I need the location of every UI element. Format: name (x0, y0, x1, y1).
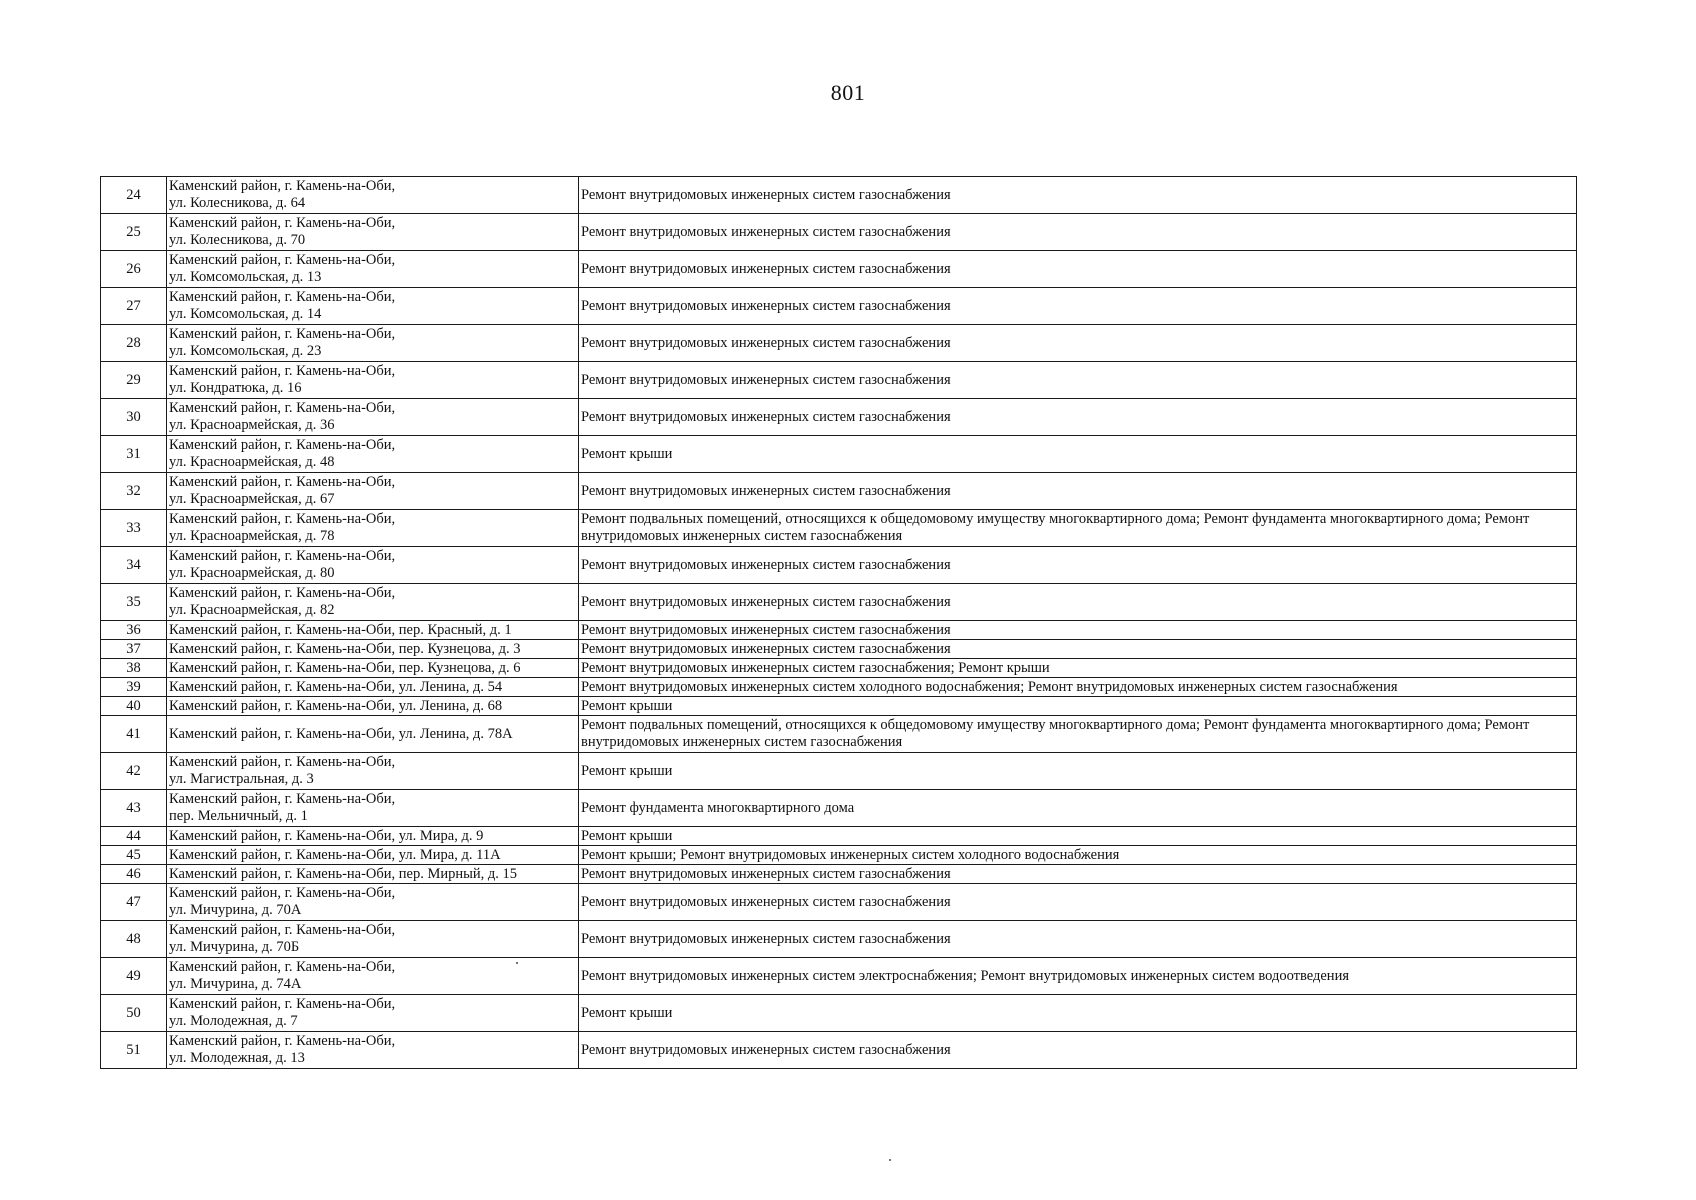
row-works: Ремонт крыши (579, 995, 1577, 1032)
row-address: Каменский район, г. Камень-на-Оби, ул. Красноармейская, д. 78 (167, 510, 579, 547)
row-address: Каменский район, г. Камень-на-Оби, ул. Кондратюка, д. 16 (167, 362, 579, 399)
row-works: Ремонт крыши (579, 436, 1577, 473)
table-row (101, 659, 1577, 678)
row-works: Ремонт внутридомовых инженерных систем газоснабжения (579, 399, 1577, 436)
table-row (101, 884, 1577, 921)
table-row (101, 827, 1577, 846)
row-address: Каменский район, г. Камень-на-Оби, ул. Ленина, д. 54 (167, 678, 579, 697)
row-number: 27 (101, 288, 167, 325)
row-number: 39 (101, 678, 167, 697)
row-number: 28 (101, 325, 167, 362)
table-row (101, 790, 1577, 827)
row-address: Каменский район, г. Камень-на-Оби, ул. Мира, д. 9 (167, 827, 579, 846)
row-address: Каменский район, г. Камень-на-Оби, ул. Комсомольская, д. 13 (167, 251, 579, 288)
table-row (101, 214, 1577, 251)
table-row (101, 362, 1577, 399)
row-works: Ремонт крыши (579, 697, 1577, 716)
row-number: 50 (101, 995, 167, 1032)
row-number: 34 (101, 547, 167, 584)
row-works: Ремонт крыши (579, 827, 1577, 846)
scan-speck (889, 1159, 891, 1161)
row-number: 32 (101, 473, 167, 510)
row-number: 44 (101, 827, 167, 846)
table-row (101, 177, 1577, 214)
row-number: 30 (101, 399, 167, 436)
table-row (101, 753, 1577, 790)
row-number: 33 (101, 510, 167, 547)
row-number: 37 (101, 640, 167, 659)
row-address: Каменский район, г. Камень-на-Оби, ул. Комсомольская, д. 23 (167, 325, 579, 362)
registry-table (100, 176, 1577, 1069)
table-row (101, 510, 1577, 547)
row-works: Ремонт внутридомовых инженерных систем газоснабжения (579, 1032, 1577, 1069)
row-works: Ремонт подвальных помещений, относящихся к общедомовому имуществу многоквартирного дома; Ремонт фундамента многоквартирного дома; Ремонт внутридомовых инженерных систем газоснабжения (579, 716, 1577, 753)
row-number: 26 (101, 251, 167, 288)
row-works: Ремонт внутридомовых инженерных систем газоснабжения (579, 621, 1577, 640)
row-works: Ремонт внутридомовых инженерных систем газоснабжения (579, 362, 1577, 399)
row-works: Ремонт внутридомовых инженерных систем газоснабжения (579, 547, 1577, 584)
scan-speck (516, 962, 518, 964)
row-number: 31 (101, 436, 167, 473)
row-number: 51 (101, 1032, 167, 1069)
table-row (101, 697, 1577, 716)
row-number: 40 (101, 697, 167, 716)
row-number: 47 (101, 884, 167, 921)
row-number: 29 (101, 362, 167, 399)
table-row (101, 716, 1577, 753)
table-row (101, 547, 1577, 584)
row-address: Каменский район, г. Камень-на-Оби, пер. Кузнецова, д. 3 (167, 640, 579, 659)
row-address: Каменский район, г. Камень-на-Оби, ул. Комсомольская, д. 14 (167, 288, 579, 325)
row-number: 43 (101, 790, 167, 827)
row-works: Ремонт крыши; Ремонт внутридомовых инженерных систем холодного водоснабжения (579, 846, 1577, 865)
row-works: Ремонт внутридомовых инженерных систем холодного водоснабжения; Ремонт внутридомовых инженерных систем газоснабжения (579, 678, 1577, 697)
row-works: Ремонт внутридомовых инженерных систем газоснабжения; Ремонт крыши (579, 659, 1577, 678)
row-works: Ремонт внутридомовых инженерных систем газоснабжения (579, 177, 1577, 214)
row-works: Ремонт крыши (579, 753, 1577, 790)
row-number: 36 (101, 621, 167, 640)
page-number: 801 (830, 80, 866, 105)
row-address: Каменский район, г. Камень-на-Оби, ул. Мичурина, д. 70Б (167, 921, 579, 958)
table-row (101, 621, 1577, 640)
row-address: Каменский район, г. Камень-на-Оби, ул. Красноармейская, д. 67 (167, 473, 579, 510)
table-row (101, 958, 1577, 995)
row-address: Каменский район, г. Камень-на-Оби, пер. Красный, д. 1 (167, 621, 579, 640)
row-address: Каменский район, г. Камень-на-Оби, ул. Ленина, д. 68 (167, 697, 579, 716)
table-row (101, 640, 1577, 659)
row-address: Каменский район, г. Камень-на-Оби, ул. Ленина, д. 78А (167, 716, 579, 753)
row-address: Каменский район, г. Камень-на-Оби, ул. Молодежная, д. 13 (167, 1032, 579, 1069)
row-number: 42 (101, 753, 167, 790)
table-row (101, 251, 1577, 288)
row-address: Каменский район, г. Камень-на-Оби, пер. Мирный, д. 15 (167, 865, 579, 884)
table-row (101, 846, 1577, 865)
table-row (101, 921, 1577, 958)
row-address: Каменский район, г. Камень-на-Оби, ул. Красноармейская, д. 36 (167, 399, 579, 436)
table-row (101, 325, 1577, 362)
row-address: Каменский район, г. Камень-на-Оби, ул. Красноармейская, д. 82 (167, 584, 579, 621)
row-works: Ремонт фундамента многоквартирного дома (579, 790, 1577, 827)
row-works: Ремонт подвальных помещений, относящихся к общедомовому имуществу многоквартирного дома; Ремонт фундамента многоквартирного дома; Ремонт внутридомовых инженерных систем газоснабжения (579, 510, 1577, 547)
row-works: Ремонт внутридомовых инженерных систем электроснабжения; Ремонт внутридомовых инженерных систем водоотведения (579, 958, 1577, 995)
row-works: Ремонт внутридомовых инженерных систем газоснабжения (579, 473, 1577, 510)
row-number: 45 (101, 846, 167, 865)
row-works: Ремонт внутридомовых инженерных систем газоснабжения (579, 640, 1577, 659)
table-row (101, 678, 1577, 697)
row-number: 24 (101, 177, 167, 214)
table-row (101, 584, 1577, 621)
table-row (101, 865, 1577, 884)
row-address: Каменский район, г. Камень-на-Оби, ул. Мира, д. 11А (167, 846, 579, 865)
row-address: Каменский район, г. Камень-на-Оби, ул. Красноармейская, д. 80 (167, 547, 579, 584)
row-address: Каменский район, г. Камень-на-Оби, ул. Молодежная, д. 7 (167, 995, 579, 1032)
row-address: Каменский район, г. Камень-на-Оби, ул. Мичурина, д. 70А (167, 884, 579, 921)
row-address: Каменский район, г. Камень-на-Оби, пер. Мельничный, д. 1 (167, 790, 579, 827)
table-row (101, 1032, 1577, 1069)
row-works: Ремонт внутридомовых инженерных систем газоснабжения (579, 214, 1577, 251)
row-works: Ремонт внутридомовых инженерных систем газоснабжения (579, 865, 1577, 884)
row-number: 38 (101, 659, 167, 678)
row-address: Каменский район, г. Камень-на-Оби, ул. Мичурина, д. 74А (167, 958, 579, 995)
row-works: Ремонт внутридомовых инженерных систем газоснабжения (579, 288, 1577, 325)
row-number: 48 (101, 921, 167, 958)
registry-table-wrapper (100, 176, 1576, 1069)
row-works: Ремонт внутридомовых инженерных систем газоснабжения (579, 251, 1577, 288)
row-works: Ремонт внутридомовых инженерных систем газоснабжения (579, 921, 1577, 958)
row-address: Каменский район, г. Камень-на-Оби, ул. Колесникова, д. 64 (167, 177, 579, 214)
row-works: Ремонт внутридомовых инженерных систем газоснабжения (579, 584, 1577, 621)
row-number: 49 (101, 958, 167, 995)
row-address: Каменский район, г. Камень-на-Оби, пер. Кузнецова, д. 6 (167, 659, 579, 678)
row-number: 25 (101, 214, 167, 251)
row-number: 41 (101, 716, 167, 753)
table-row (101, 436, 1577, 473)
row-address: Каменский район, г. Камень-на-Оби, ул. Магистральная, д. 3 (167, 753, 579, 790)
table-row (101, 473, 1577, 510)
row-works: Ремонт внутридомовых инженерных систем газоснабжения (579, 884, 1577, 921)
table-row (101, 288, 1577, 325)
row-address: Каменский район, г. Камень-на-Оби, ул. Колесникова, д. 70 (167, 214, 579, 251)
row-works: Ремонт внутридомовых инженерных систем газоснабжения (579, 325, 1577, 362)
table-row (101, 399, 1577, 436)
table-row (101, 995, 1577, 1032)
row-number: 35 (101, 584, 167, 621)
row-address: Каменский район, г. Камень-на-Оби, ул. Красноармейская, д. 48 (167, 436, 579, 473)
registry-table-body (101, 177, 1577, 1069)
row-number: 46 (101, 865, 167, 884)
